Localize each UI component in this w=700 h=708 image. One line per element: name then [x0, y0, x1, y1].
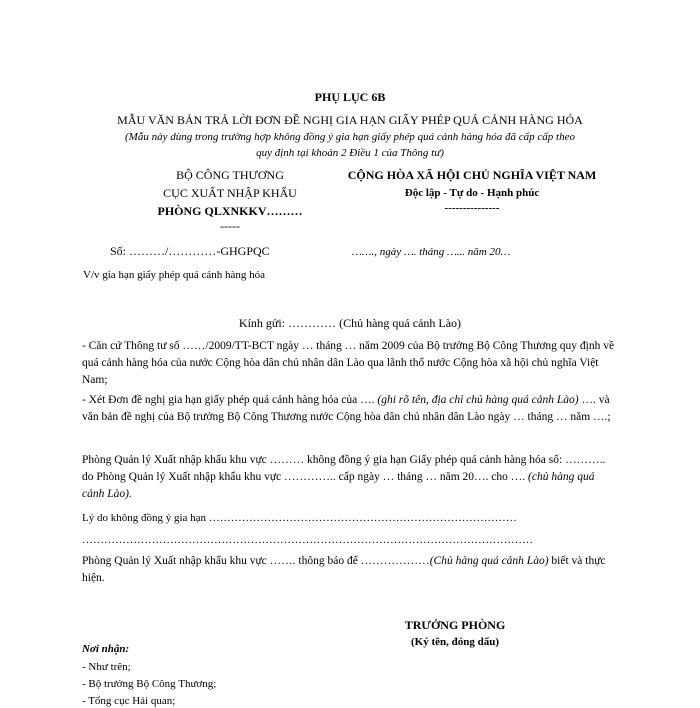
- document-title: MẪU VĂN BẢN TRẢ LỜI ĐƠN ĐỀ NGHỊ GIA HẠN GIẤY PHÉP QUÁ CẢNH HÀNG HÓA: [117, 113, 583, 127]
- usage-note-line1: (Mẫu này dùng trong trường hợp không đồng ý gia hạn giấy phép quá cảnh hàng hóa đã cấp cấp theo: [125, 131, 575, 143]
- appendix-title: PHỤ LỤC 6B: [314, 90, 386, 104]
- signature-note: (Ký tên, đóng dấu): [410, 636, 500, 648]
- document-subject: V/v gia hạn giấy phép quá cảnh hàng hóa: [83, 269, 266, 281]
- right-divider: ---------------: [444, 202, 500, 214]
- paragraph-notification-text-a: Phòng Quản lý Xuất nhập khẩu khu vực ……. thông báo để ………………: [82, 555, 430, 567]
- left-divider: -----: [220, 219, 240, 233]
- reason-line: Lý do không đồng ý gia hạn …………………………………………………………………………: [82, 512, 517, 524]
- signature-title: TRƯỞNG PHÒNG: [404, 618, 506, 632]
- recipient-item: - Như trên;: [82, 661, 131, 673]
- department-name: CỤC XUẤT NHẬP KHẨU: [163, 186, 297, 200]
- document-date: ……., ngày …. tháng …... năm 20…: [352, 246, 511, 258]
- recipient-line: Kính gửi: ………… (Chủ hàng quá cảnh Lào): [238, 316, 462, 330]
- paragraph-legal-basis: - Căn cứ Thông tư số ……/2009/TT-BCT ngày … tháng … năm 2009 của Bộ trưởng Bộ Công Thương quy định về quá cảnh hàng hóa của nước Cộng hòa dân chủ nhân dân Lào qua lãnh thổ nước Cộng hòa xã hội chủ nghĩa Việt Nam;: [82, 340, 615, 386]
- paragraph-consideration-note: (ghi rõ tên, địa chỉ chủ hàng quá cảnh Lào): [377, 394, 579, 406]
- reason-continuation-line: ……………………………………………………………………………………………………………: [82, 534, 533, 546]
- usage-note-line2: quy định tại khoản 2 Điều 1 của Thông tư): [256, 147, 444, 159]
- country-name: CỘNG HÒA XÃ HỘI CHỦ NGHĨA VIỆT NAM: [347, 168, 597, 182]
- paragraph-decision-text: Phòng Quản lý Xuất nhập khẩu khu vực ……… không đồng ý gia hạn Giấy phép quá cảnh hàng hóa số: ……….. do Phòng Quản lý Xuất nhập khẩu khu vực ………….. cấp ngày … tháng … năm 20…. cho ….: [82, 454, 606, 483]
- paragraph-decision: [82, 452, 619, 503]
- recipient-item: - Tổng cục Hải quan;: [82, 695, 176, 707]
- recipient-item: - Bộ trưởng Bộ Công Thương;: [82, 678, 217, 690]
- ministry-name: BỘ CÔNG THƯƠNG: [176, 168, 284, 182]
- paragraph-decision-note: (chủ hàng quá cảnh Lào).: [82, 471, 595, 500]
- paragraph-notification: [82, 553, 619, 587]
- recipients-heading: Nơi nhận:: [82, 643, 130, 655]
- document-number: Số: ………/…………-GHGPQC: [110, 244, 270, 258]
- paragraph-consideration: [82, 392, 619, 426]
- office-name: PHÒNG QLXNKKV………: [157, 204, 303, 218]
- paragraph-consideration-text-a: - Xét Đơn đề nghị gia hạn giấy phép quá cảnh hàng hóa của ….: [82, 394, 378, 406]
- paragraph-consideration-text-b: …. và văn bản đề nghị của Bộ trưởng Bộ Công Thương nước Cộng hòa dân chủ nhân dân Lào ngày … tháng … năm ….;: [82, 394, 611, 423]
- national-motto: Độc lập - Tự do - Hạnh phúc: [404, 187, 540, 199]
- paragraph-notification-note: (Chủ hàng quá cảnh Lào): [429, 555, 549, 567]
- paragraph-notification-text-b: biết và thực hiện.: [82, 555, 606, 584]
